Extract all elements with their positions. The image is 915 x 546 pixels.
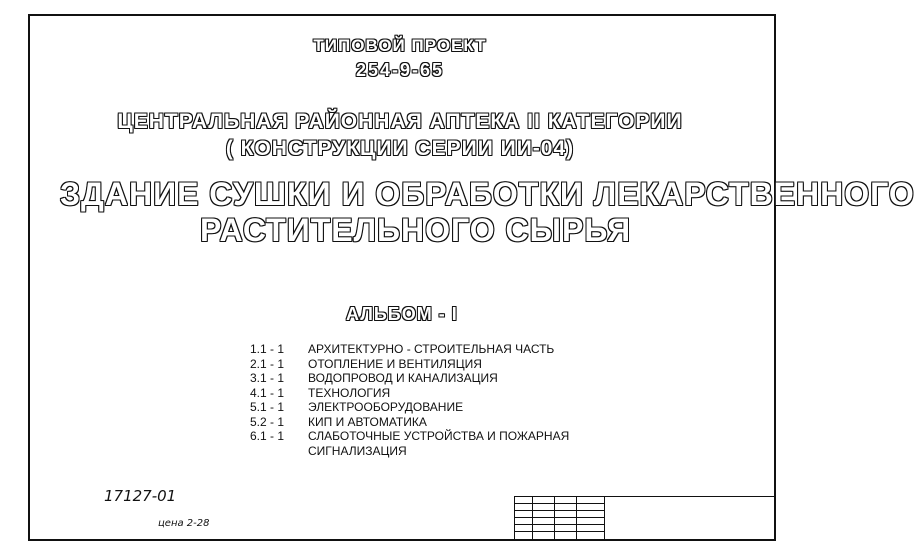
- stamp-line: [554, 496, 555, 539]
- section-title: АРХИТЕКТУРНО - СТРОИТЕЛЬНАЯ ЧАСТЬ: [308, 342, 555, 356]
- list-item: [250, 371, 569, 386]
- list-item: [250, 444, 569, 459]
- section-code: [250, 444, 308, 459]
- section-title: ЭЛЕКТРООБОРУДОВАНИЕ: [308, 400, 464, 414]
- stamp-line: [604, 496, 605, 539]
- stamp-line: [514, 517, 604, 518]
- handwritten-inventory-number: 17127-01: [104, 487, 177, 505]
- section-title: СИГНАЛИЗАЦИЯ: [308, 443, 407, 458]
- section-title: ВОДОПРОВОД И КАНАЛИЗАЦИЯ: [308, 371, 498, 385]
- building-title-line1: ЗДАНИЕ СУШКИ И ОБРАБОТКИ ЛЕКАРСТВЕННОГО: [60, 176, 915, 212]
- contents-list: [250, 342, 569, 458]
- project-number: 254-9-65: [355, 60, 445, 80]
- stamp-line: [514, 524, 604, 525]
- section-code: 5.1 - 1: [250, 400, 285, 414]
- title-block-stamp: [514, 496, 774, 539]
- section-title: СЛАБОТОЧНЫЕ УСТРОЙСТВА И ПОЖАРНАЯ: [308, 429, 570, 443]
- project-type: ТИПОВОЙ ПРОЕКТ: [313, 36, 487, 55]
- list-item: [250, 415, 569, 430]
- list-item: [250, 342, 569, 357]
- section-code: 1.1 - 1: [250, 342, 285, 356]
- building-title-line2: РАСТИТЕЛЬНОГО СЫРЬЯ: [200, 212, 632, 248]
- drawing-frame: [28, 14, 776, 541]
- section-code: 5.2 - 1: [250, 414, 285, 429]
- stamp-line: [576, 496, 577, 539]
- handwritten-price: цена 2-28: [158, 518, 210, 529]
- organization-title: ЦЕНТРАЛЬНАЯ РАЙОННАЯ АПТЕКА II КАТЕГОРИИ: [117, 110, 683, 133]
- list-item: [250, 429, 569, 444]
- section-code: 4.1 - 1: [250, 385, 285, 400]
- section-code: 6.1 - 1: [250, 429, 285, 443]
- list-item: [250, 357, 569, 372]
- section-title: ТЕХНОЛОГИЯ: [308, 385, 391, 400]
- album-label: АЛЬБОМ - I: [346, 304, 458, 324]
- stamp-line: [514, 496, 515, 539]
- section-title: КИП И АВТОМАТИКА: [308, 414, 427, 429]
- list-item: [250, 400, 569, 415]
- stamp-line: [532, 496, 533, 539]
- organization-subtitle: ( КОНСТРУКЦИИ СЕРИИ ИИ-04): [225, 137, 575, 160]
- stamp-line: [514, 510, 604, 511]
- stamp-line: [514, 531, 604, 532]
- section-title: ОТОПЛЕНИЕ И ВЕНТИЛЯЦИЯ: [308, 356, 482, 371]
- stamp-line: [514, 503, 604, 504]
- list-item: [250, 386, 569, 401]
- section-code: 3.1 - 1: [250, 371, 285, 385]
- stamp-line: [514, 496, 774, 497]
- section-code: 2.1 - 1: [250, 356, 285, 371]
